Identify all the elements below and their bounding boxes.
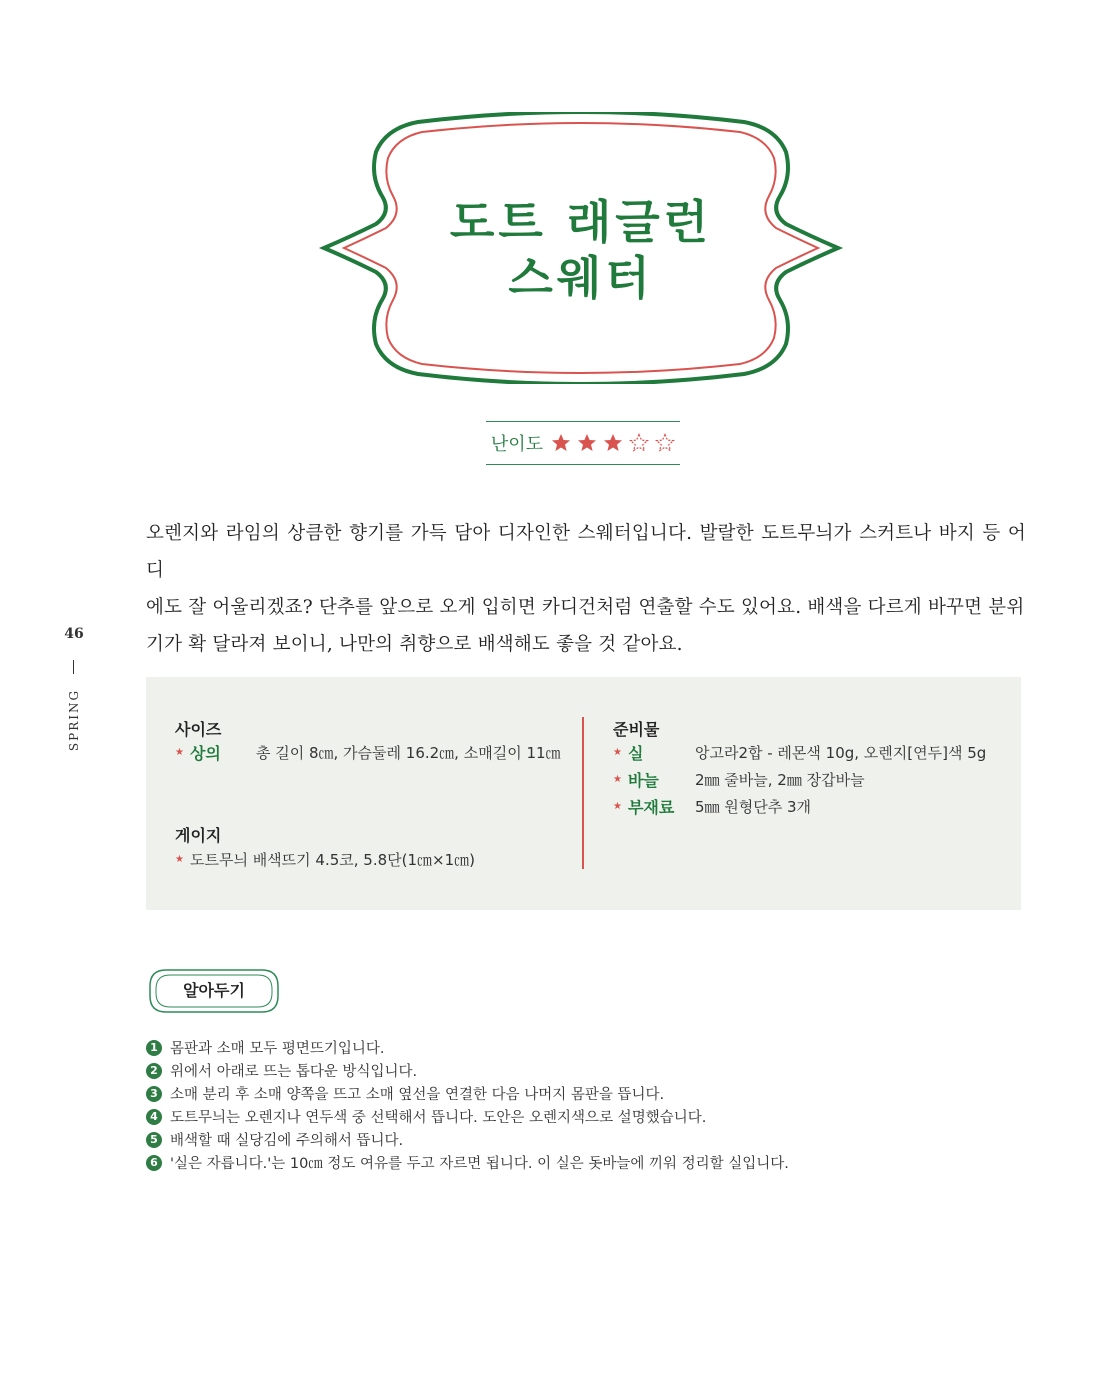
- note-text: 위에서 아래로 뜨는 톱다운 방식입니다.: [170, 1064, 418, 1080]
- star-filled-icon: [551, 433, 571, 453]
- materials-value: 5㎜ 원형단추 3개: [694, 798, 812, 816]
- difficulty-label: 난이도: [490, 434, 544, 455]
- page-title-line2: 스웨터: [508, 251, 654, 305]
- note-text: 도트무늬는 오렌지나 연두색 중 선택해서 뜹니다. 도안은 오렌지색으로 설명했습니다.: [170, 1110, 707, 1126]
- list-item: [175, 741, 561, 764]
- star-bullet-icon: ★: [613, 774, 622, 785]
- gauge-heading: 게이지: [175, 826, 222, 845]
- note-text: 소매 분리 후 소매 양쪽을 뜨고 소매 옆선을 연결한 다음 나머지 몸판을 뜹니다.: [170, 1087, 665, 1103]
- star-empty-icon: [655, 433, 675, 453]
- list-item: [146, 1059, 1046, 1082]
- list-item: [146, 1082, 1046, 1105]
- list-item: [613, 795, 811, 818]
- intro-line: 에도 잘 어울리겠죠? 단추를 앞으로 오게 입히면 카디건처럼 연출할 수도 있어요. 배색을 다르게 바꾸면 분위: [146, 597, 1025, 618]
- number-badge: 3: [146, 1086, 162, 1102]
- materials-key: 부재료: [627, 798, 675, 817]
- season-label: SPRING: [67, 688, 81, 752]
- note-text: 배색할 때 실당김에 주의해서 뜹니다.: [170, 1133, 404, 1149]
- size-value: 총 길이 8㎝, 가슴둘레 16.2㎝, 소매길이 11㎝: [255, 744, 561, 762]
- size-heading: 사이즈: [175, 720, 222, 739]
- note-text: 몸판과 소매 모두 평면뜨기입니다.: [170, 1041, 385, 1057]
- list-item: [146, 1128, 1046, 1151]
- materials-value: 앙고라2합 - 레몬색 10g, 오렌지[연두]색 5g: [694, 744, 987, 762]
- star-bullet-icon: ★: [175, 747, 184, 758]
- column-divider: [582, 717, 584, 869]
- number-badge: 5: [146, 1132, 162, 1148]
- info-box: [146, 677, 1021, 910]
- intro-paragraph: [146, 515, 1026, 663]
- materials-key: 바늘: [627, 771, 659, 790]
- notes-heading: 알아두기: [183, 981, 245, 1000]
- intro-line: 오렌지와 라임의 상큼한 향기를 가득 담아 디자인한 스웨터입니다. 발랄한 도트무늬가 스커트나 바지 등 어디: [146, 523, 1026, 581]
- notes-list: [146, 1036, 1046, 1174]
- page-divider: [73, 660, 74, 674]
- number-badge: 4: [146, 1109, 162, 1125]
- star-bullet-icon: ★: [613, 801, 622, 812]
- list-item: [146, 1151, 1046, 1174]
- difficulty-rating: [486, 421, 680, 465]
- list-item: [175, 849, 475, 870]
- star-empty-icon: [629, 433, 649, 453]
- page-number: 46: [64, 626, 84, 642]
- number-badge: 2: [146, 1063, 162, 1079]
- materials-key: 실: [627, 744, 644, 763]
- number-badge: 1: [146, 1040, 162, 1056]
- list-item: [146, 1036, 1046, 1059]
- notes-tab: [146, 966, 282, 1016]
- list-item: [613, 741, 986, 764]
- star-bullet-icon: ★: [175, 854, 184, 865]
- list-item: [613, 768, 865, 791]
- size-key: 상의: [189, 744, 221, 763]
- materials-heading: 준비물: [613, 720, 660, 739]
- list-item: [146, 1105, 1046, 1128]
- page-title-line1: 도트 래글런: [449, 195, 713, 249]
- intro-line: 기가 확 달라져 보이니, 나만의 취향으로 배색해도 좋을 것 같아요.: [146, 634, 683, 655]
- gauge-value: 도트무늬 배색뜨기 4.5코, 5.8단(1㎝×1㎝): [189, 851, 476, 869]
- star-filled-icon: [577, 433, 597, 453]
- number-badge: 6: [146, 1155, 162, 1171]
- star-bullet-icon: ★: [613, 747, 622, 758]
- note-text: '실은 자릅니다.'는 10㎝ 정도 여유를 두고 자르면 됩니다. 이 실은 돗바늘에 끼워 정리할 실입니다.: [170, 1156, 789, 1172]
- star-filled-icon: [603, 433, 623, 453]
- materials-value: 2㎜ 줄바늘, 2㎜ 장갑바늘: [694, 771, 865, 789]
